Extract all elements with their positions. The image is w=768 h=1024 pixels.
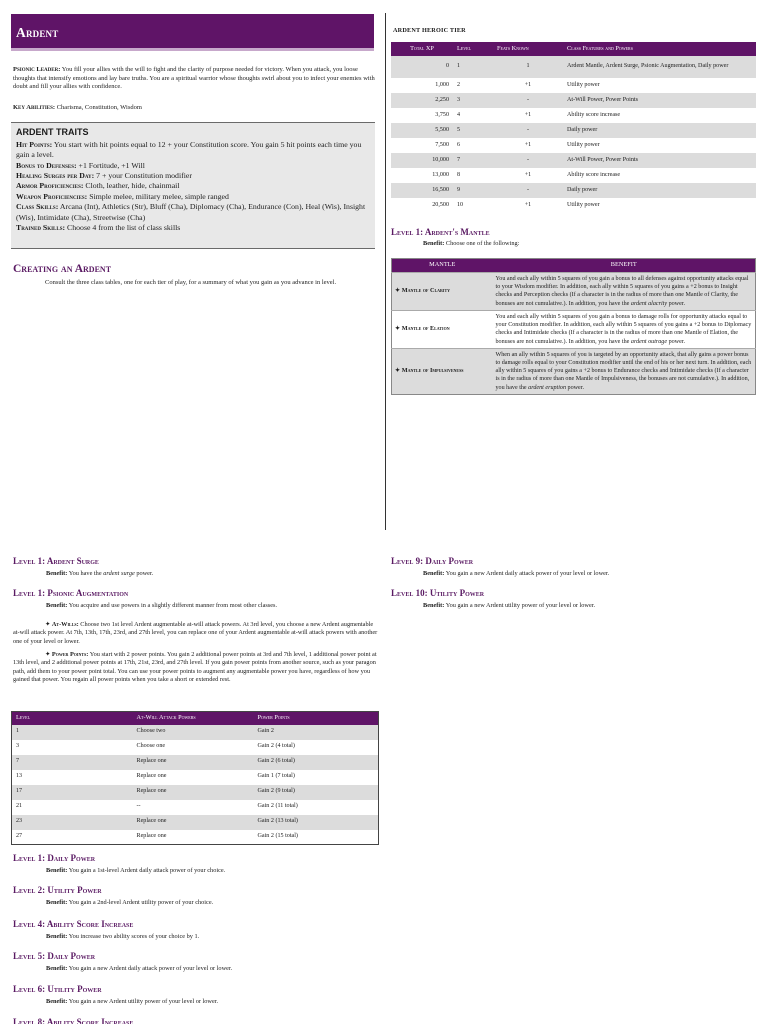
table-row: 21 -- Gain 2 (11 total) xyxy=(12,800,379,815)
traits-heading: ARDENT TRAITS xyxy=(16,127,89,137)
table-row: 20,500 10 +1 Utility power xyxy=(391,198,756,213)
table-row: 1,000 2 +1 Utility power xyxy=(391,78,756,93)
level5-daily-heading: Level 5: Daily Power xyxy=(13,951,96,961)
col-level: Level xyxy=(453,42,493,56)
level1-daily-heading: Level 1: Daily Power xyxy=(13,853,96,863)
col-features: Class Features and Powers xyxy=(563,42,756,56)
mantle-heading: Level 1: Ardent's Mantle xyxy=(391,227,490,237)
level2-utility-benefit: Benefit: You gain a 2nd-level Ardent utility power of your choice. xyxy=(46,899,214,906)
table-row: 5,500 5 - Daily power xyxy=(391,123,756,138)
key-abilities-line: Key Abilities: Charisma, Constitution, Wisdom xyxy=(13,104,142,111)
table-row: 16,500 9 - Daily power xyxy=(391,183,756,198)
mantle-table xyxy=(391,258,756,395)
trait-armor: Armor Proficiencies: Cloth, leather, hide, chainmail xyxy=(16,181,180,191)
table-header-row xyxy=(12,712,379,725)
table-header-row xyxy=(391,42,756,56)
surge-benefit: Benefit: You have the ardent surge power. xyxy=(46,570,154,577)
ardent-traits-box xyxy=(11,122,375,249)
mantle-row-elation: ✦ Mantle of Elation You and each ally within 5 squares of you gain a bonus to damage rolls for opportunity attacks equal to your Constitution modifier. In addition, each ally within 5 squares of you gains a +2 bonus to Diplomacy checks and Intimidate checks (If a character is in the radius of more than one Mantle of Elation, the bonuses are not cumulative.). In addition, you have the ardent outrage power. xyxy=(392,310,756,348)
level9-daily-benefit: Benefit: You gain a new Ardent daily attack power of your level or lower. xyxy=(423,570,610,577)
table-row: 7 Replace one Gain 2 (6 total) xyxy=(12,755,379,770)
creating-paragraph: Consult the three class tables, one for each tier of play, for a summary of what you gain as you advance in level. xyxy=(45,279,337,286)
psionic-aug-benefit: Benefit: You acquire and use powers in a slightly different manner from most other classes. xyxy=(46,602,278,609)
level2-utility-heading: Level 2: Utility Power xyxy=(13,885,102,895)
creating-heading: Creating an Ardent xyxy=(13,263,112,275)
table-row: 7,500 6 +1 Utility power xyxy=(391,138,756,153)
mantle-benefit: Benefit: Choose one of the following: xyxy=(423,240,520,247)
col-mantle: MANTLE xyxy=(392,259,493,273)
col-benefit: BENEFIT xyxy=(493,259,756,273)
trait-healing-surges: Healing Surges per Day: 7 + your Constitution modifier xyxy=(16,171,192,180)
level4-ability-benefit: Benefit: You increase two ability scores of your choice by 1. xyxy=(46,933,200,940)
table-row: 17 Replace one Gain 2 (9 total) xyxy=(12,785,379,800)
table-header-row xyxy=(392,259,756,273)
level9-daily-heading: Level 9: Daily Power xyxy=(391,556,474,566)
level1-daily-benefit: Benefit: You gain a 1st-level Ardent daily attack power of your choice. xyxy=(46,867,226,874)
trait-hit-points: Hit Points: You start with hit points equal to 12 + your Constitution score. You gain 5 hit points each time you gain a level. xyxy=(16,139,362,160)
trait-trained-skills: Trained Skills: Choose 4 from the list of class skills xyxy=(16,223,181,233)
table-row: 0 1 1 Ardent Mantle, Ardent Surge, Psionic Augmentation, Daily power xyxy=(391,56,756,78)
table-row: 1 Choose two Gain 2 xyxy=(12,725,379,740)
col-power-points: Power Points xyxy=(254,712,379,725)
table-row: 3,750 4 +1 Ability score increase xyxy=(391,108,756,123)
trait-class-skills: Class Skills: Arcana (Int), Athletics (Str), Bluff (Cha), Diplomacy (Cha), Endurance (Con), Heal (Wis), Insight (Wis), Intimidate (Cha), Streetwise (Cha) xyxy=(16,202,366,222)
table-row: 27 Replace one Gain 2 (15 total) xyxy=(12,830,379,845)
page-title: Ardent xyxy=(16,25,59,40)
table-row: 13,000 8 +1 Ability score increase xyxy=(391,168,756,183)
table-row: 10,000 7 - At-Will Power, Power Points xyxy=(391,153,756,168)
table-row: 23 Replace one Gain 2 (13 total) xyxy=(12,815,379,830)
trait-defenses: Bonus to Defenses: +1 Fortitude, +1 Will xyxy=(16,160,145,170)
level8-ability-heading: Level 8: Ability Score Increase xyxy=(13,1017,134,1024)
psionic-leader-paragraph: Psionic Leader: You fill your allies with the will to fight and the clarity of purpose needed for victory. When you attack, you loose thoughts that intensify emotions and lay bare truths. You are a spiritual warrior whose thoughts swirl about you to infect your enemies with doubt and fill your allies with confidence. xyxy=(13,66,375,91)
mantle-row-impulsiveness: ✦ Mantle of Impulsiveness When an ally within 5 squares of you is targeted by an opportunity attack, that ally gains a power bonus to damage rolls equal to your Constitution modifier until the end of his or her next turn. In addition, each ally within 5 squares of you gains a +2 bonus to Endurance checks and Intimidate checks (If a character is in the radius of more than one Mantle of Impulsiveness, the bonuses are not cumulative.). In addition, you have the ardent eruption power. xyxy=(392,348,756,394)
heroic-tier-table xyxy=(391,42,756,213)
heroic-tier-caption: ARDENT HEROIC TIER xyxy=(393,27,466,34)
at-wills-paragraph: ✦ At-Wills: Choose two 1st level Ardent augmentable at-will attack powers. At 3rd level, you choose a new Ardent augmentable at-will attack power. At 7th, 13th, 17th, 23rd, and 27th level, you can replace one of your Ardent augmentable at-will attack powers with another one of your level or lower. xyxy=(13,621,378,645)
level6-utility-heading: Level 6: Utility Power xyxy=(13,984,102,994)
table-row: 13 Replace one Gain 1 (7 total) xyxy=(12,770,379,785)
level10-utility-benefit: Benefit: You gain a new Ardent utility power of your level or lower. xyxy=(423,602,596,609)
level10-utility-heading: Level 10: Utility Power xyxy=(391,588,485,598)
power-points-paragraph: ✦ Power Points: You start with 2 power points. You gain 2 additional power points at 3rd and 7th level, 1 additional power point at 13th level, and 2 additional power points at 17th, 21st, 23rd, and 27th level. If you gain power points from another source, such as your paragon path, add them to your power point total. You can use your power points to augment any augmentable power you have, regardless of how you gained that power. You regain all power points when you take a short or extended rest. xyxy=(13,651,377,684)
level5-daily-benefit: Benefit: You gain a new Ardent daily attack power of your level or lower. xyxy=(46,965,233,972)
trait-weapons: Weapon Proficiencies: Simple melee, military melee, simple ranged xyxy=(16,191,229,201)
surge-heading: Level 1: Ardent Surge xyxy=(13,556,99,566)
table-row: 2,250 3 - At-Will Power, Power Points xyxy=(391,93,756,108)
col-level: Level xyxy=(12,712,133,725)
col-total-xp: Total XP xyxy=(391,42,453,56)
level6-utility-benefit: Benefit: You gain a new Ardent utility power of your level or lower. xyxy=(46,998,219,1005)
col-feats: Feats Known xyxy=(493,42,563,56)
column-divider xyxy=(385,13,386,530)
class-title-band xyxy=(11,14,374,51)
psionic-aug-heading: Level 1: Psionic Augmentation xyxy=(13,588,129,598)
mantle-row-clarity: ✦ Mantle of Clarity You and each ally within 5 squares of you gain a bonus to all defenses against opportunity attacks equal to your Wisdom modifier. In addition, each ally within 5 squares of you gains a +2 bonus to Insight checks and Perception checks (If a character is in the radius of more than one Mantle of Clarity, the bonuses are not cumulative.). In addition, you have the ardent alacrity power. xyxy=(392,273,756,311)
power-points-table xyxy=(11,711,379,845)
level4-ability-heading: Level 4: Ability Score Increase xyxy=(13,919,134,929)
col-at-will: At-Will Attack Powers xyxy=(133,712,254,725)
table-row: 3 Choose one Gain 2 (4 total) xyxy=(12,740,379,755)
